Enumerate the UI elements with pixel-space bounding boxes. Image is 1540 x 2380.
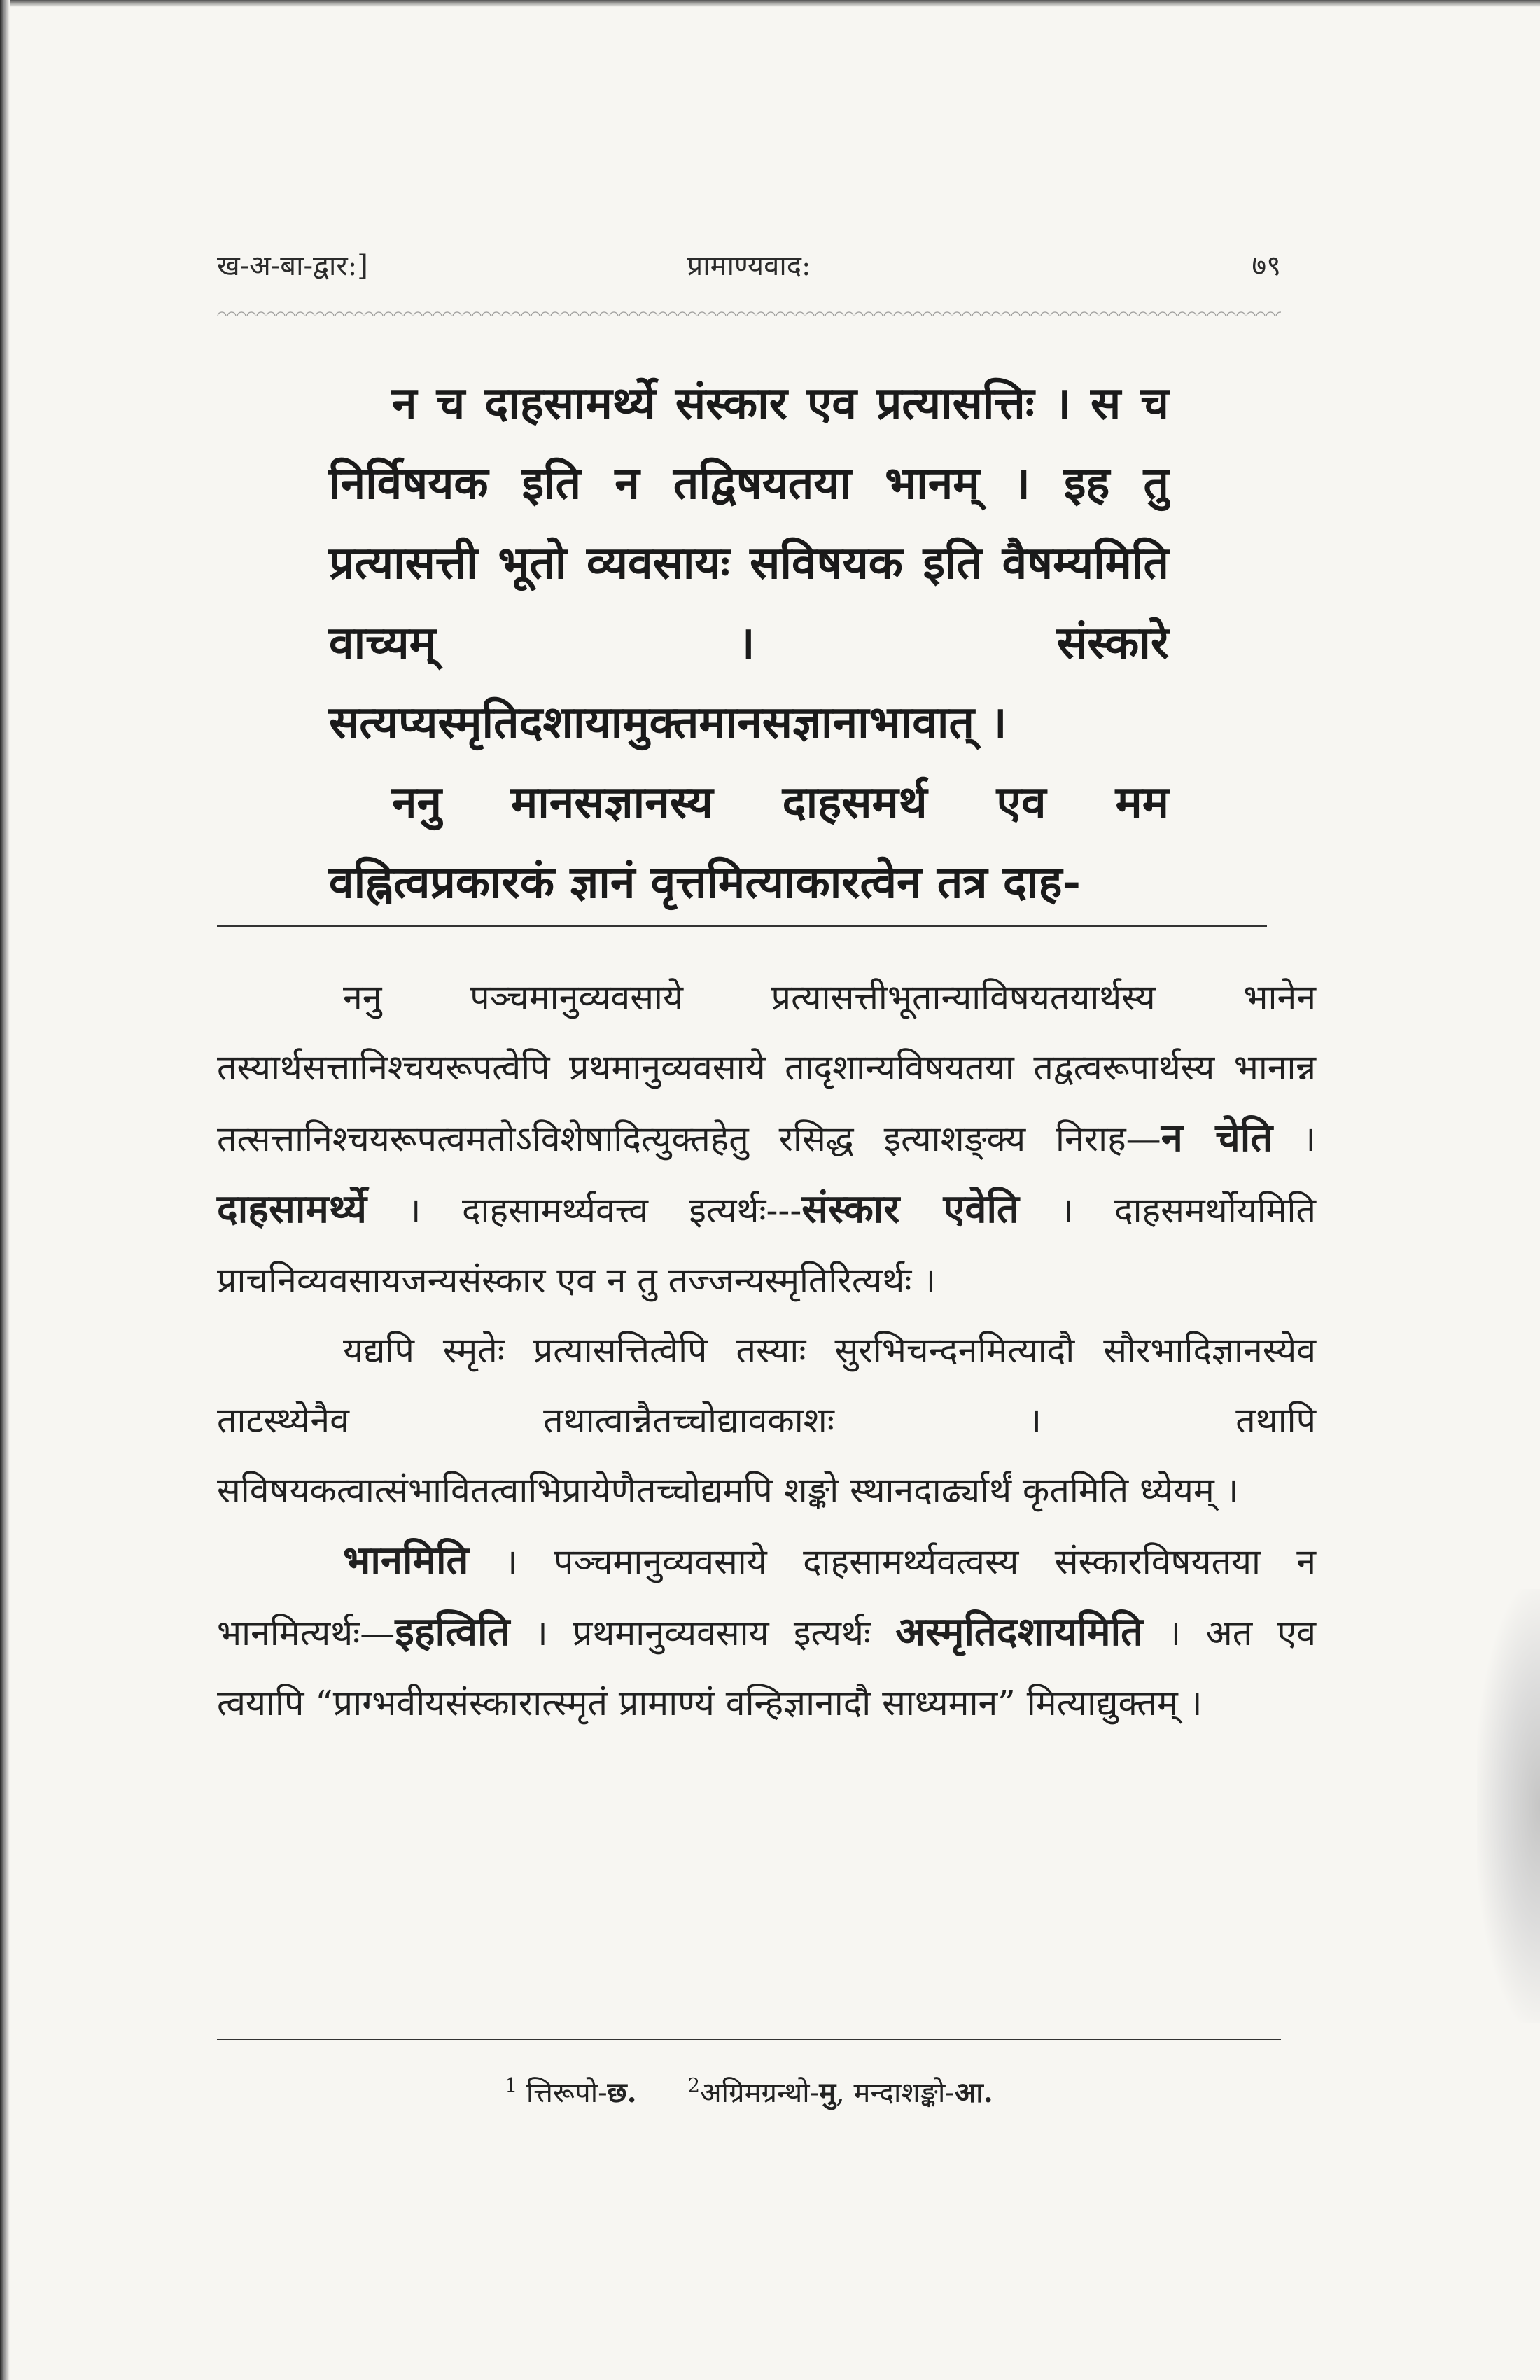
footnote-marker: 2 [687, 2074, 701, 2097]
header-title: प्रामाण्यवाद: [687, 250, 811, 282]
footnote-marker: 1 [505, 2074, 518, 2097]
commentary-paragraph: यद्यपि स्मृतेः प्रत्यासत्तित्वेपि तस्याः सुरभिचन्दनमित्यादौ सौरभादिज्ञानस्येव ताटस्थ्येनैव तथात्वान्नैतच्चोद्यावकाशः । तथापि सविषयकत्वात्संभावितत्वाभिप्रायेणैतच्चोद्यमपि शङ्को स्थानदार्ढ्यार्थं कृतमिति ध्येयम् । [217, 1330, 1316, 1511]
lemma: भानमिति [343, 1537, 469, 1583]
lemma: न चेति [1161, 1114, 1273, 1161]
commentary-text: । प्रथमानुव्यवसाय इत्यर्थः [510, 1613, 896, 1653]
page-top-edge [0, 0, 1540, 7]
lemma: इहत्विति [395, 1609, 510, 1655]
footnote-text: त्तिरूपो- [526, 2077, 608, 2110]
commentary-paragraph [217, 962, 1316, 1315]
header-wavy-rule [217, 308, 1281, 316]
commentary-paragraph [217, 1525, 1316, 1738]
footnote-text: अग्रिमग्रन्थो- [700, 2077, 820, 2110]
main-paragraph: न च दाहसामर्थ्ये संस्कार एव प्रत्यासत्तिः । स च निर्विषयक इति न तद्विषयतया भानम् । इह तु प्रत्यासत्ती भूतो व्यवसायः सविषयक इति वैषम्यमिति वाच्यम् । संस्कारे सत्यप्यस्मृतिदशायामुक्तमानसज्ञानाभावात् । [329, 377, 1169, 749]
footnote-siglum: मु [819, 2076, 836, 2110]
running-header [217, 245, 1281, 287]
footnote-siglum: छ. [607, 2076, 637, 2110]
commentary-text: ननु पञ्चमानुव्यवसाये प्रत्यासत्तीभूतान्याविषयतयार्थस्य भानेन तस्यार्थसत्तानिश्चयरूपत्वेपि प्रथमानुव्यवसाये तादृशान्यविषयतया तद्वत्वरूपार्थस्य भानान्न तत्सत्तानिश्चयरूपत्वमतोऽविशेषादित्युक्तहेतु रसिद्ध इत्याशङ्क्य निराह— [217, 977, 1316, 1159]
commentary [217, 962, 1316, 1738]
header-section-label: ख-अ-बा-द्वार:] [217, 250, 368, 282]
footnote-text: , मन्दाशङ्को- [836, 2077, 955, 2110]
lemma: अस्मृतिदशायमिति [895, 1609, 1143, 1655]
footnote [505, 2074, 637, 2110]
lemma: संस्कार एवेति [802, 1186, 1019, 1232]
commentary-text: । अत एव त्वयापि “प्राग्भवीयसंस्कारात्स्मृतं प्रामाण्यं वन्हिज्ञानादौ साध्यमान” मित्याद्युक्तम् । [217, 1613, 1316, 1723]
page-tear-mark [1477, 1589, 1540, 2023]
footnote [687, 2074, 993, 2110]
footnote-siglum: आ. [954, 2076, 993, 2110]
page-number: ७९ [1252, 250, 1281, 282]
lemma: दाहसामर्थ्ये [217, 1186, 367, 1232]
footnotes [217, 2065, 1281, 2114]
commentary-text: । [1273, 1119, 1316, 1159]
commentary-text: । दाहसमर्थोयमिति प्राचनिव्यवसायजन्यसंस्कार एव न तु तज्जन्यस्मृतिरित्यर्थः । [217, 1190, 1316, 1301]
page-binding-edge [0, 0, 10, 2380]
commentary-text: । पञ्चमानुव्यवसाये दाहसामर्थ्यवत्वस्य संस्कारविषयतया न भानमित्यर्थः— [217, 1541, 1316, 1653]
main-paragraph: ननु मानसज्ञानस्य दाहसमर्थ एव मम वह्नित्वप्रकारकं ज्ञानं वृत्तमित्याकारत्वेन तत्र दाह- [329, 776, 1169, 909]
main-text [329, 364, 1169, 923]
commentary-text: । दाहसामर्थ्यवत्त्व इत्यर्थः--- [366, 1190, 802, 1231]
footnote-divider [217, 2039, 1281, 2040]
commentary-divider [217, 925, 1267, 927]
